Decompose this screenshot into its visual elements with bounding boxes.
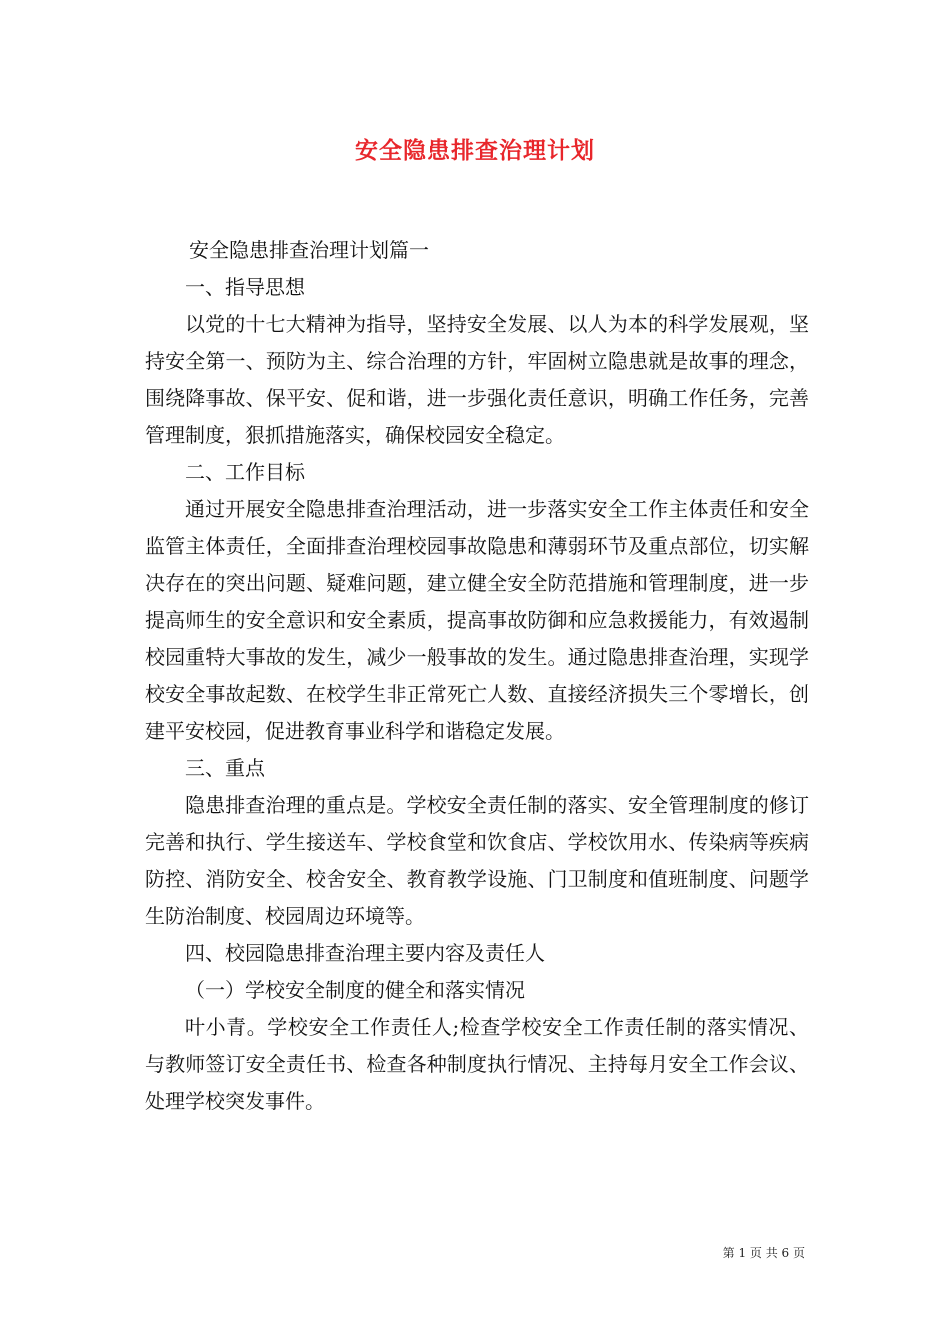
paragraph: 以党的十七大精神为指导，坚持安全发展、以人为本的科学发展观，坚持安全第一、预防为主、综合治理的方针，牢固树立隐患就是故事的理念，围绕降事故、保平安、促和谐，进一步强化责任意识，明确工作任务，完善管理制度，狠抓措施落实，确保校园安全稳定。 <box>145 312 809 447</box>
page-number: 第 1 页 共 6 页 <box>722 1246 805 1260</box>
section-heading: 四、校园隐患排查治理主要内容及责任人 <box>185 941 545 965</box>
section-heading: （一）学校安全制度的健全和落实情况 <box>185 978 525 1002</box>
section-heading: 二、工作目标 <box>185 460 305 484</box>
document-body <box>145 232 809 1120</box>
paragraph: 隐患排查治理的重点是。学校安全责任制的落实、安全管理制度的修订完善和执行、学生接送车、学校食堂和饮食店、学校饮用水、传染病等疾病防控、消防安全、校舍安全、教育教学设施、门卫制度和值班制度、问题学生防治制度、校园周边环境等。 <box>145 793 809 928</box>
paragraph: 通过开展安全隐患排查治理活动，进一步落实安全工作主体责任和安全监管主体责任，全面排查治理校园事故隐患和薄弱环节及重点部位，切实解决存在的突出问题、疑难问题，建立健全安全防范措施和管理制度，进一步提高师生的安全意识和安全素质，提高事故防御和应急救援能力，有效遏制校园重特大事故的发生，减少一般事故的发生。通过隐患排查治理，实现学校安全事故起数、在校学生非正常死亡人数、直接经济损失三个零增长，创建平安校园，促进教育事业科学和谐稳定发展。 <box>145 497 809 743</box>
section-heading: 三、重点 <box>185 756 265 780</box>
section-heading: 一、指导思想 <box>185 275 305 299</box>
section-heading: 安全隐患排查治理计划篇一 <box>189 238 429 262</box>
document-title: 安全隐患排查治理计划 <box>355 137 595 164</box>
paragraph: 叶小青。学校安全工作责任人;检查学校安全工作责任制的落实情况、与教师签订安全责任书、检查各种制度执行情况、主持每月安全工作会议、处理学校突发事件。 <box>145 1015 809 1113</box>
